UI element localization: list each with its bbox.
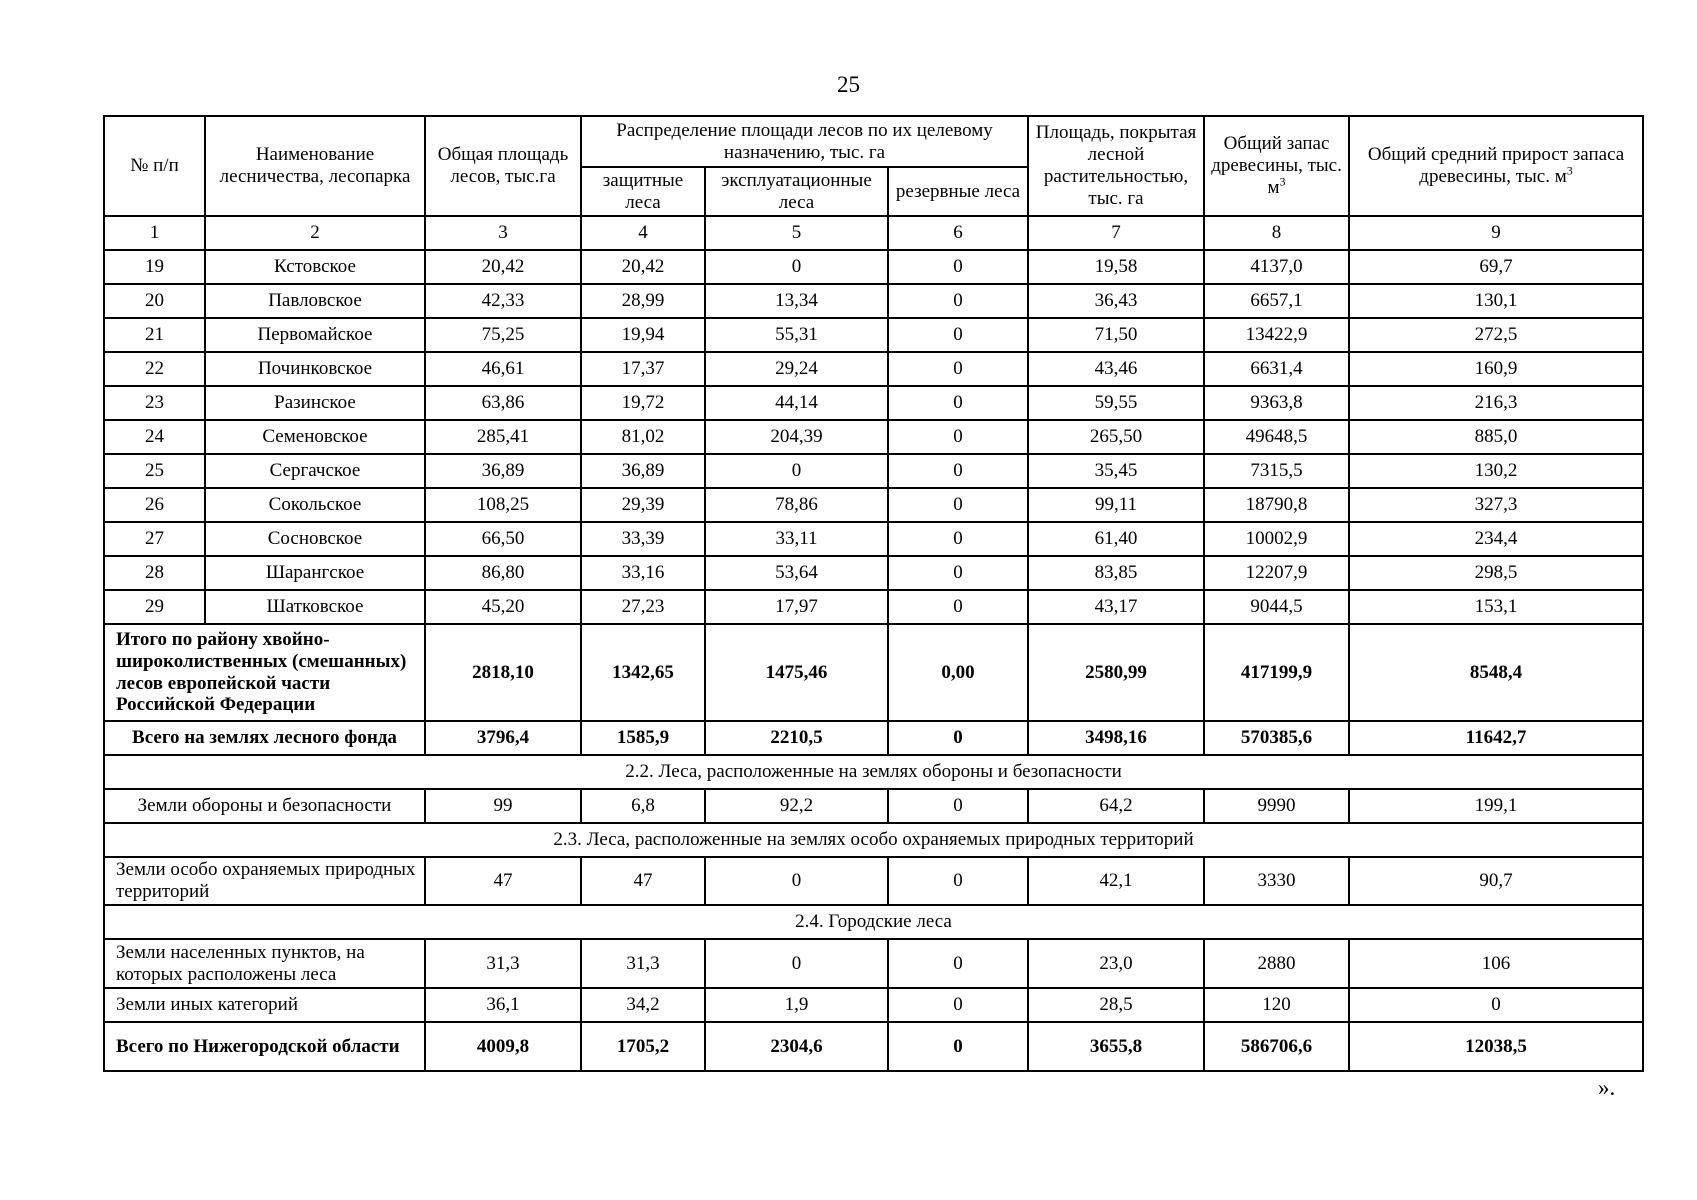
protected-row: [104, 857, 1643, 905]
forestry-name-cell: Шатковское: [205, 590, 425, 624]
forestry-name-cell: Сокольское: [205, 488, 425, 522]
other-lands-cell: 28,5: [1028, 988, 1204, 1022]
value-cell: 0: [888, 250, 1028, 284]
value-cell: 0: [705, 250, 888, 284]
forest-fund-total-label: Всего на землях лесного фонда: [104, 721, 425, 755]
table-row: [104, 250, 1643, 284]
value-cell: 81,02: [581, 420, 705, 454]
subtotal-cell: 1342,65: [581, 624, 705, 721]
table-row: [104, 590, 1643, 624]
settlements-cell: 0: [888, 939, 1028, 988]
forest-fund-total-cell: 3498,16: [1028, 721, 1204, 755]
table-row: [104, 522, 1643, 556]
value-cell: 75,25: [425, 318, 581, 352]
value-cell: 36,43: [1028, 284, 1204, 318]
other-lands-label: Земли иных категорий: [104, 988, 425, 1022]
header-num: № п/п: [104, 116, 205, 216]
settlements-cell: 31,3: [581, 939, 705, 988]
value-cell: 18790,8: [1204, 488, 1349, 522]
section-heading-row: [104, 905, 1643, 939]
header-timber-stock-text: Общий запас древесины, тыс. м: [1211, 133, 1342, 198]
forest-distribution-table: [103, 115, 1644, 1072]
row-number-cell: 21: [104, 318, 205, 352]
value-cell: 29,24: [705, 352, 888, 386]
value-cell: 44,14: [705, 386, 888, 420]
settlements-label: Земли населенных пунктов, на которых расположены леса: [104, 939, 425, 988]
value-cell: 19,58: [1028, 250, 1204, 284]
settlements-row: [104, 939, 1643, 988]
protected-cell: 90,7: [1349, 857, 1643, 905]
forest-fund-total-cell: 0: [888, 721, 1028, 755]
settlements-cell: 0: [705, 939, 888, 988]
forestry-name-cell: Павловское: [205, 284, 425, 318]
table-row: [104, 488, 1643, 522]
other-lands-cell: 34,2: [581, 988, 705, 1022]
value-cell: 4137,0: [1204, 250, 1349, 284]
subtotal-label: Итого по району хвойно-широколиственных (смешанных) лесов европейской части Российской Федерации: [104, 624, 425, 721]
value-cell: 13422,9: [1204, 318, 1349, 352]
header-exploitation: эксплуатационные леса: [705, 167, 888, 216]
row-number-cell: 20: [104, 284, 205, 318]
protected-cell: 42,1: [1028, 857, 1204, 905]
value-cell: 46,61: [425, 352, 581, 386]
value-cell: 0: [888, 284, 1028, 318]
header-growth-sup: 3: [1566, 163, 1573, 178]
row-number-cell: 25: [104, 454, 205, 488]
subtotal-cell: 1475,46: [705, 624, 888, 721]
protected-cell: 47: [581, 857, 705, 905]
column-number: 1: [104, 216, 205, 250]
subtotal-cell: 8548,4: [1349, 624, 1643, 721]
defense-cell: 9990: [1204, 789, 1349, 823]
value-cell: 43,46: [1028, 352, 1204, 386]
column-number: 3: [425, 216, 581, 250]
value-cell: 35,45: [1028, 454, 1204, 488]
value-cell: 234,4: [1349, 522, 1643, 556]
value-cell: 69,7: [1349, 250, 1643, 284]
value-cell: 6631,4: [1204, 352, 1349, 386]
defense-label: Земли обороны и безопасности: [104, 789, 425, 823]
value-cell: 9363,8: [1204, 386, 1349, 420]
other-lands-cell: 120: [1204, 988, 1349, 1022]
value-cell: 12207,9: [1204, 556, 1349, 590]
value-cell: 63,86: [425, 386, 581, 420]
defense-cell: 0: [888, 789, 1028, 823]
value-cell: 0: [705, 454, 888, 488]
value-cell: 33,11: [705, 522, 888, 556]
other-lands-cell: 0: [888, 988, 1028, 1022]
settlements-cell: 2880: [1204, 939, 1349, 988]
column-number: 7: [1028, 216, 1204, 250]
header-timber-stock: [1204, 116, 1349, 216]
value-cell: 20,42: [425, 250, 581, 284]
value-cell: 42,33: [425, 284, 581, 318]
table-row: [104, 352, 1643, 386]
value-cell: 0: [888, 488, 1028, 522]
protected-label: Земли особо охраняемых природных территорий: [104, 857, 425, 905]
value-cell: 0: [888, 318, 1028, 352]
value-cell: 0: [888, 454, 1028, 488]
column-number-row: [104, 216, 1643, 250]
header-total-area: Общая площадь лесов, тыс.га: [425, 116, 581, 216]
protected-cell: 0: [888, 857, 1028, 905]
value-cell: 130,1: [1349, 284, 1643, 318]
table-row: [104, 454, 1643, 488]
grand-total-cell: 0: [888, 1022, 1028, 1071]
row-number-cell: 28: [104, 556, 205, 590]
value-cell: 108,25: [425, 488, 581, 522]
forest-fund-total-row: [104, 721, 1643, 755]
value-cell: 265,50: [1028, 420, 1204, 454]
section-heading-row: [104, 755, 1643, 789]
value-cell: 17,37: [581, 352, 705, 386]
header-growth-text: Общий средний прирост запаса древесины, тыс. м: [1367, 144, 1625, 187]
forestry-name-cell: Шарангское: [205, 556, 425, 590]
value-cell: 28,99: [581, 284, 705, 318]
section-heading-row: [104, 823, 1643, 857]
value-cell: 53,64: [705, 556, 888, 590]
value-cell: 9044,5: [1204, 590, 1349, 624]
row-number-cell: 22: [104, 352, 205, 386]
protected-cell: 3330: [1204, 857, 1349, 905]
forest-fund-total-cell: 2210,5: [705, 721, 888, 755]
value-cell: 19,94: [581, 318, 705, 352]
value-cell: 7315,5: [1204, 454, 1349, 488]
value-cell: 298,5: [1349, 556, 1643, 590]
value-cell: 27,23: [581, 590, 705, 624]
header-reserve: резервные леса: [888, 167, 1028, 216]
value-cell: 59,55: [1028, 386, 1204, 420]
value-cell: 153,1: [1349, 590, 1643, 624]
value-cell: 19,72: [581, 386, 705, 420]
value-cell: 0: [888, 590, 1028, 624]
value-cell: 43,17: [1028, 590, 1204, 624]
settlements-cell: 31,3: [425, 939, 581, 988]
value-cell: 78,86: [705, 488, 888, 522]
header-name: Наименование лесничества, лесопарка: [205, 116, 425, 216]
value-cell: 33,16: [581, 556, 705, 590]
header-covered-area: Площадь, покрытая лесной растительностью, тыс. га: [1028, 116, 1204, 216]
section-heading-urban: 2.4. Городские леса: [104, 905, 1643, 939]
value-cell: 99,11: [1028, 488, 1204, 522]
value-cell: 71,50: [1028, 318, 1204, 352]
value-cell: 0: [888, 522, 1028, 556]
row-number-cell: 29: [104, 590, 205, 624]
value-cell: 55,31: [705, 318, 888, 352]
column-number: 6: [888, 216, 1028, 250]
page-number: 25: [837, 72, 860, 97]
grand-total-row: [104, 1022, 1643, 1071]
forest-fund-total-cell: 1585,9: [581, 721, 705, 755]
defense-cell: 64,2: [1028, 789, 1204, 823]
value-cell: 17,97: [705, 590, 888, 624]
value-cell: 86,80: [425, 556, 581, 590]
table-row: [104, 556, 1643, 590]
value-cell: 885,0: [1349, 420, 1643, 454]
value-cell: 13,34: [705, 284, 888, 318]
column-number: 8: [1204, 216, 1349, 250]
row-number-cell: 26: [104, 488, 205, 522]
forestry-name-cell: Сосновское: [205, 522, 425, 556]
subtotal-cell: 2818,10: [425, 624, 581, 721]
forest-fund-total-cell: 11642,7: [1349, 721, 1643, 755]
other-lands-cell: 0: [1349, 988, 1643, 1022]
forest-fund-total-cell: 570385,6: [1204, 721, 1349, 755]
value-cell: 10002,9: [1204, 522, 1349, 556]
grand-total-label: Всего по Нижегородской области: [104, 1022, 425, 1071]
value-cell: 61,40: [1028, 522, 1204, 556]
section-heading-defense: 2.2. Леса, расположенные на землях обороны и безопасности: [104, 755, 1643, 789]
other-lands-row: [104, 988, 1643, 1022]
table-row: [104, 284, 1643, 318]
value-cell: 130,2: [1349, 454, 1643, 488]
defense-cell: 6,8: [581, 789, 705, 823]
value-cell: 6657,1: [1204, 284, 1349, 318]
column-number: 2: [205, 216, 425, 250]
row-number-cell: 24: [104, 420, 205, 454]
subtotal-cell: 417199,9: [1204, 624, 1349, 721]
value-cell: 0: [888, 556, 1028, 590]
forestry-name-cell: Починковское: [205, 352, 425, 386]
value-cell: 160,9: [1349, 352, 1643, 386]
value-cell: 285,41: [425, 420, 581, 454]
grand-total-cell: 2304,6: [705, 1022, 888, 1071]
subtotal-cell: 0,00: [888, 624, 1028, 721]
defense-cell: 199,1: [1349, 789, 1643, 823]
grand-total-cell: 586706,6: [1204, 1022, 1349, 1071]
forestry-name-cell: Кстовское: [205, 250, 425, 284]
header-growth: [1349, 116, 1643, 216]
row-number-cell: 27: [104, 522, 205, 556]
other-lands-cell: 36,1: [425, 988, 581, 1022]
value-cell: 216,3: [1349, 386, 1643, 420]
forestry-name-cell: Семеновское: [205, 420, 425, 454]
row-number-cell: 19: [104, 250, 205, 284]
value-cell: 36,89: [581, 454, 705, 488]
subtotal-cell: 2580,99: [1028, 624, 1204, 721]
value-cell: 0: [888, 420, 1028, 454]
value-cell: 20,42: [581, 250, 705, 284]
grand-total-cell: 3655,8: [1028, 1022, 1204, 1071]
value-cell: 83,85: [1028, 556, 1204, 590]
forest-fund-total-cell: 3796,4: [425, 721, 581, 755]
other-lands-cell: 1,9: [705, 988, 888, 1022]
forestry-name-cell: Сергачское: [205, 454, 425, 488]
grand-total-cell: 4009,8: [425, 1022, 581, 1071]
defense-cell: 92,2: [705, 789, 888, 823]
settlements-cell: 23,0: [1028, 939, 1204, 988]
column-number: 9: [1349, 216, 1643, 250]
header-distribution: Распределение площади лесов по их целевому назначению, тыс. га: [581, 116, 1028, 167]
subtotal-row: [104, 624, 1643, 721]
grand-total-cell: 1705,2: [581, 1022, 705, 1071]
table-row: [104, 318, 1643, 352]
value-cell: 327,3: [1349, 488, 1643, 522]
defense-row: [104, 789, 1643, 823]
value-cell: 36,89: [425, 454, 581, 488]
header-timber-stock-sup: 3: [1279, 174, 1286, 189]
forestry-name-cell: Первомайское: [205, 318, 425, 352]
defense-cell: 99: [425, 789, 581, 823]
table-row: [104, 420, 1643, 454]
value-cell: 272,5: [1349, 318, 1643, 352]
table-row: [104, 386, 1643, 420]
value-cell: 66,50: [425, 522, 581, 556]
row-number-cell: 23: [104, 386, 205, 420]
settlements-cell: 106: [1349, 939, 1643, 988]
closing-quote-mark: ».: [1598, 1075, 1616, 1100]
protected-cell: 47: [425, 857, 581, 905]
column-number: 4: [581, 216, 705, 250]
forestry-name-cell: Разинское: [205, 386, 425, 420]
value-cell: 204,39: [705, 420, 888, 454]
grand-total-cell: 12038,5: [1349, 1022, 1643, 1071]
value-cell: 0: [888, 386, 1028, 420]
header-protective: защитные леса: [581, 167, 705, 216]
value-cell: 29,39: [581, 488, 705, 522]
section-heading-protected: 2.3. Леса, расположенные на землях особо охраняемых природных территорий: [104, 823, 1643, 857]
value-cell: 33,39: [581, 522, 705, 556]
value-cell: 49648,5: [1204, 420, 1349, 454]
column-number: 5: [705, 216, 888, 250]
value-cell: 0: [888, 352, 1028, 386]
value-cell: 45,20: [425, 590, 581, 624]
protected-cell: 0: [705, 857, 888, 905]
